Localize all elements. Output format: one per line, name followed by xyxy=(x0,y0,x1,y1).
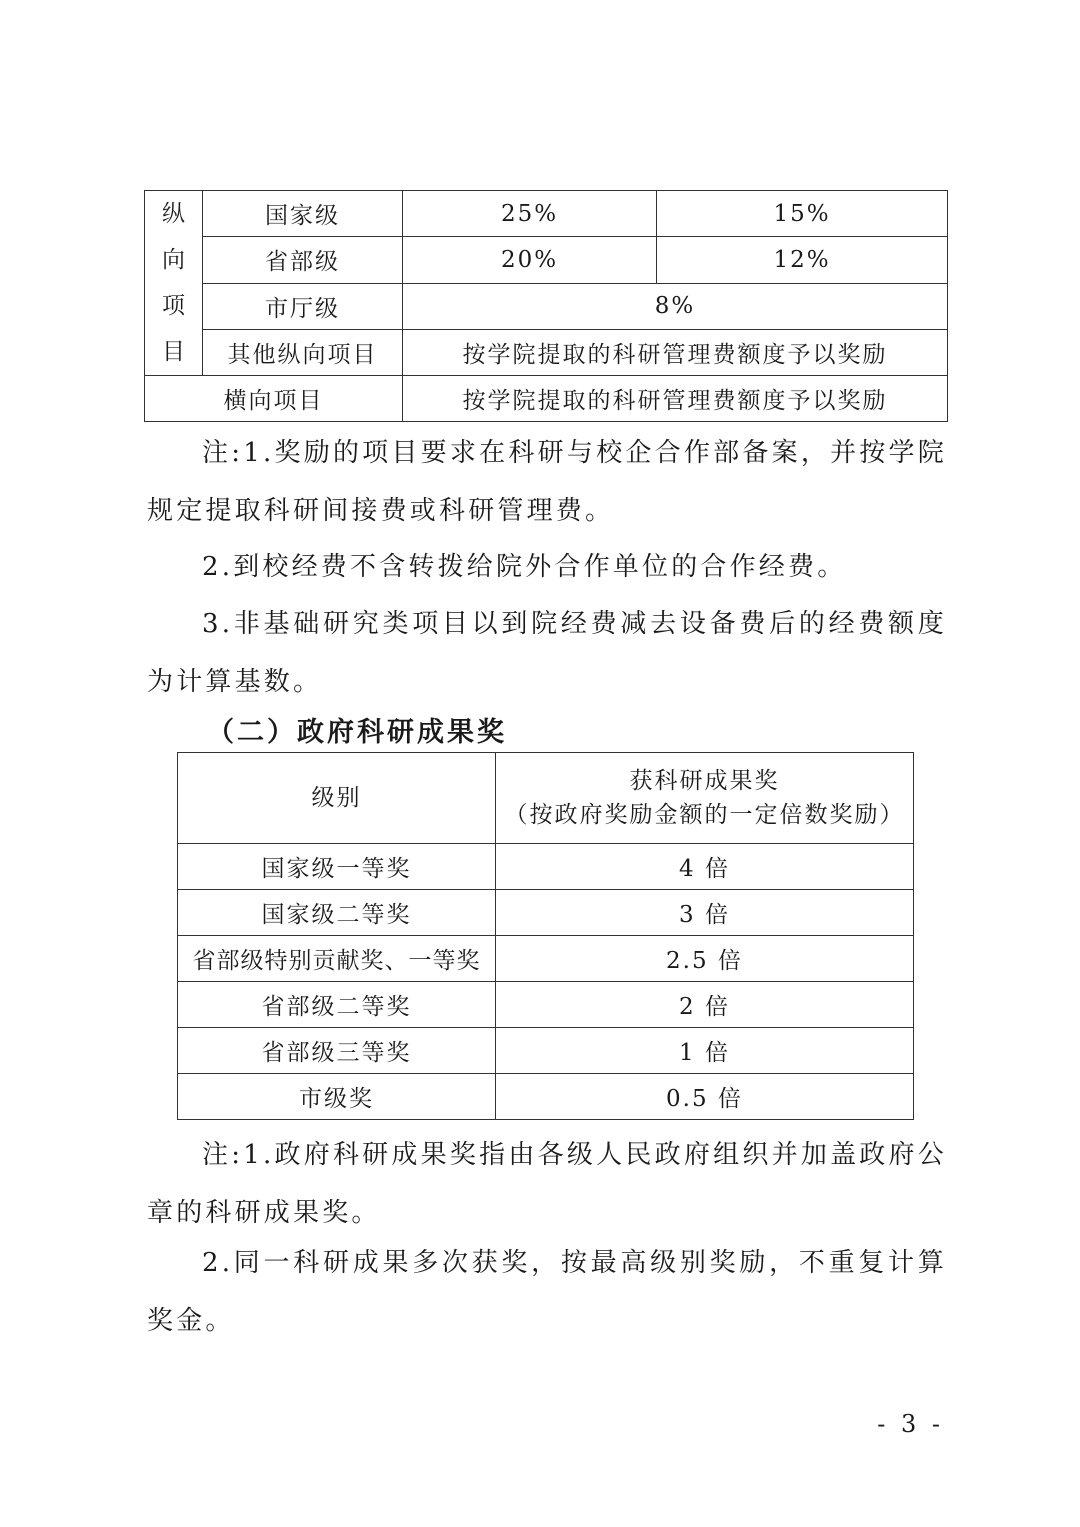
value-cell: 25% xyxy=(403,191,657,237)
table-row xyxy=(178,1074,914,1120)
level-cell: 省部级三等奖 xyxy=(178,1028,496,1074)
level-cell: 国家级一等奖 xyxy=(178,844,496,890)
table-row xyxy=(145,237,948,283)
level-cell: 省部级 xyxy=(203,237,403,283)
multiple-cell: 0.5 倍 xyxy=(496,1074,914,1120)
table-row xyxy=(145,283,948,329)
level-cell: 市级奖 xyxy=(178,1074,496,1120)
header-line: （按政府奖励金额的一定倍数奖励） xyxy=(504,802,905,828)
page-number: - 3 - xyxy=(877,1410,944,1438)
value-cell: 12% xyxy=(657,237,948,283)
level-cell: 省部级二等奖 xyxy=(178,982,496,1028)
table-row xyxy=(178,890,914,936)
note-paragraph: 2.到校经费不含转拨给院外合作单位的合作经费。 xyxy=(202,552,847,582)
multiple-cell: 1 倍 xyxy=(496,1028,914,1074)
table-header-row xyxy=(178,753,914,844)
note-paragraph: 注:1.奖励的项目要求在科研与校企合作部备案，并按学院规定提取科研间接费或科研管理费。 xyxy=(147,438,947,526)
project-reward-table xyxy=(144,190,948,422)
government-award-table xyxy=(177,752,914,1120)
section-heading: （二）政府科研成果奖 xyxy=(207,717,507,748)
level-cell: 国家级二等奖 xyxy=(178,890,496,936)
multiple-cell: 2 倍 xyxy=(496,982,914,1028)
merged-value-cell: 按学院提取的科研管理费额度予以奖励 xyxy=(403,329,948,375)
multiple-cell: 4 倍 xyxy=(496,844,914,890)
table-row xyxy=(145,376,948,422)
multiple-cell: 2.5 倍 xyxy=(496,936,914,982)
multiple-cell: 3 倍 xyxy=(496,890,914,936)
column-header xyxy=(496,753,914,844)
level-cell: 国家级 xyxy=(203,191,403,237)
note-paragraph: 注:1.政府科研成果奖指由各级人民政府组织并加盖政府公章的科研成果奖。 xyxy=(147,1140,947,1228)
vertical-project-group-label xyxy=(145,191,203,376)
group-char: 目 xyxy=(162,339,185,365)
merged-value-cell: 8% xyxy=(403,283,948,329)
horizontal-project-label: 横向项目 xyxy=(145,376,403,422)
header-line: 获科研成果奖 xyxy=(629,768,780,794)
table-row xyxy=(145,191,948,237)
table-row xyxy=(178,982,914,1028)
column-header: 级别 xyxy=(178,753,496,844)
group-char: 向 xyxy=(162,247,185,273)
group-char: 纵 xyxy=(162,201,185,227)
table-row xyxy=(145,329,948,375)
table-row xyxy=(178,936,914,982)
note-paragraph: 3.非基础研究类项目以到院经费减去设备费后的经费额度为计算基数。 xyxy=(147,609,947,697)
level-cell: 省部级特别贡献奖、一等奖 xyxy=(178,936,496,982)
table-row xyxy=(178,844,914,890)
merged-value-cell: 按学院提取的科研管理费额度予以奖励 xyxy=(403,376,948,422)
value-cell: 15% xyxy=(657,191,948,237)
table-row xyxy=(178,1028,914,1074)
level-cell: 其他纵向项目 xyxy=(203,329,403,375)
level-cell: 市厅级 xyxy=(203,283,403,329)
group-char: 项 xyxy=(162,293,185,319)
value-cell: 20% xyxy=(403,237,657,283)
note-paragraph: 2.同一科研成果多次获奖，按最高级别奖励，不重复计算奖金。 xyxy=(147,1248,947,1336)
